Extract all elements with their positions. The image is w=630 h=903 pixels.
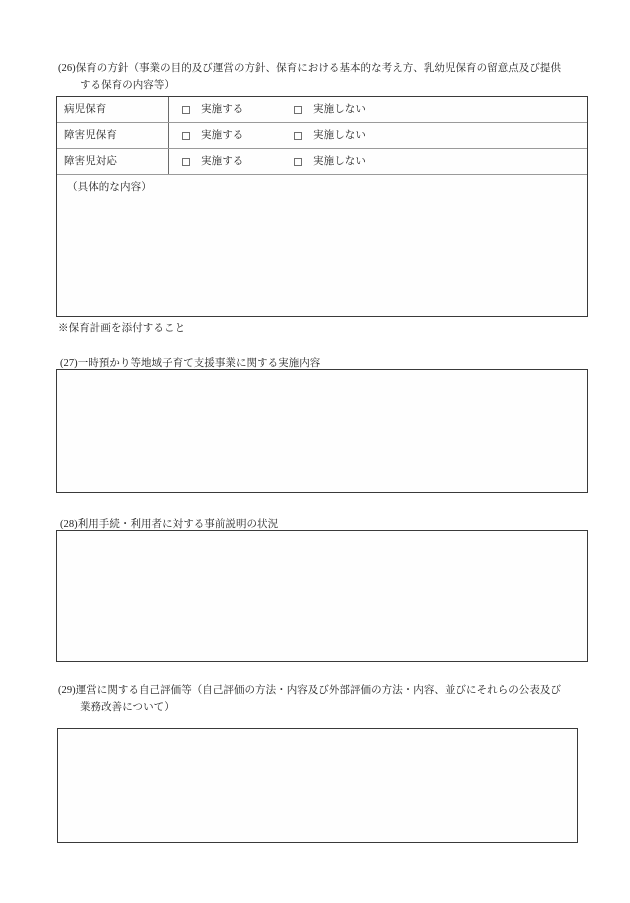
checkbox-option-not-implement[interactable] (294, 127, 366, 144)
checkbox-option-implement[interactable] (182, 127, 294, 144)
checkbox-label: 実施する (201, 130, 244, 141)
checkbox-option-implement[interactable] (182, 153, 294, 170)
section-27-input-area[interactable] (56, 369, 588, 493)
section-29-heading-line1: (29)運営に関する自己評価等（自己評価の方法・内容及び外部評価の方法・内容、並びにそれらの公表及び (58, 685, 561, 696)
section-26-heading-line1: (26)保育の方針（事業の目的及び運営の方針、保育における基本的な考え方、乳幼児保育の留意点及び提供 (58, 63, 561, 74)
checkbox-icon[interactable] (294, 158, 302, 166)
table-row (57, 149, 587, 175)
row-label-cell (57, 97, 169, 122)
row-options-cell (169, 97, 587, 122)
row-label-cell (57, 149, 169, 174)
row-label: 障害児保育 (64, 130, 117, 141)
checkbox-option-not-implement[interactable] (294, 153, 366, 170)
row-options-cell (169, 149, 587, 174)
detail-content-label: （具体的な内容） (67, 182, 152, 193)
table-row (57, 97, 587, 123)
detail-content-area[interactable] (57, 175, 587, 316)
checkbox-icon[interactable] (294, 106, 302, 114)
checkbox-option-not-implement[interactable] (294, 101, 366, 118)
checkbox-label: 実施しない (313, 104, 366, 115)
checkbox-label: 実施する (201, 104, 244, 115)
section-29-heading-line2: 業務改善について） (80, 702, 175, 713)
checkbox-icon[interactable] (182, 158, 190, 166)
section-29-heading (58, 682, 593, 716)
row-label: 障害児対応 (64, 156, 117, 167)
checkbox-label: 実施しない (313, 156, 366, 167)
section-28-input-area[interactable] (56, 530, 588, 662)
row-options-cell (169, 123, 587, 148)
section-26-heading-line2: する保育の内容等） (80, 80, 175, 91)
attachment-note: ※保育計画を添付すること (58, 323, 186, 334)
checkbox-icon[interactable] (294, 132, 302, 140)
checkbox-icon[interactable] (182, 132, 190, 140)
checkbox-icon[interactable] (182, 106, 190, 114)
section-29-input-area[interactable] (57, 728, 578, 843)
section-28-heading-line1: (28)利用手続・利用者に対する事前説明の状況 (60, 519, 279, 530)
checkbox-label: 実施する (201, 156, 244, 167)
checkbox-option-implement[interactable] (182, 101, 294, 118)
checkbox-label: 実施しない (313, 130, 366, 141)
section-26-heading (58, 60, 593, 94)
row-label-cell (57, 123, 169, 148)
row-label: 病児保育 (64, 104, 107, 115)
section-27-heading-line1: (27)一時預かり等地域子育て支援事業に関する実施内容 (60, 358, 321, 369)
childcare-policy-table (56, 96, 588, 317)
table-row (57, 123, 587, 149)
